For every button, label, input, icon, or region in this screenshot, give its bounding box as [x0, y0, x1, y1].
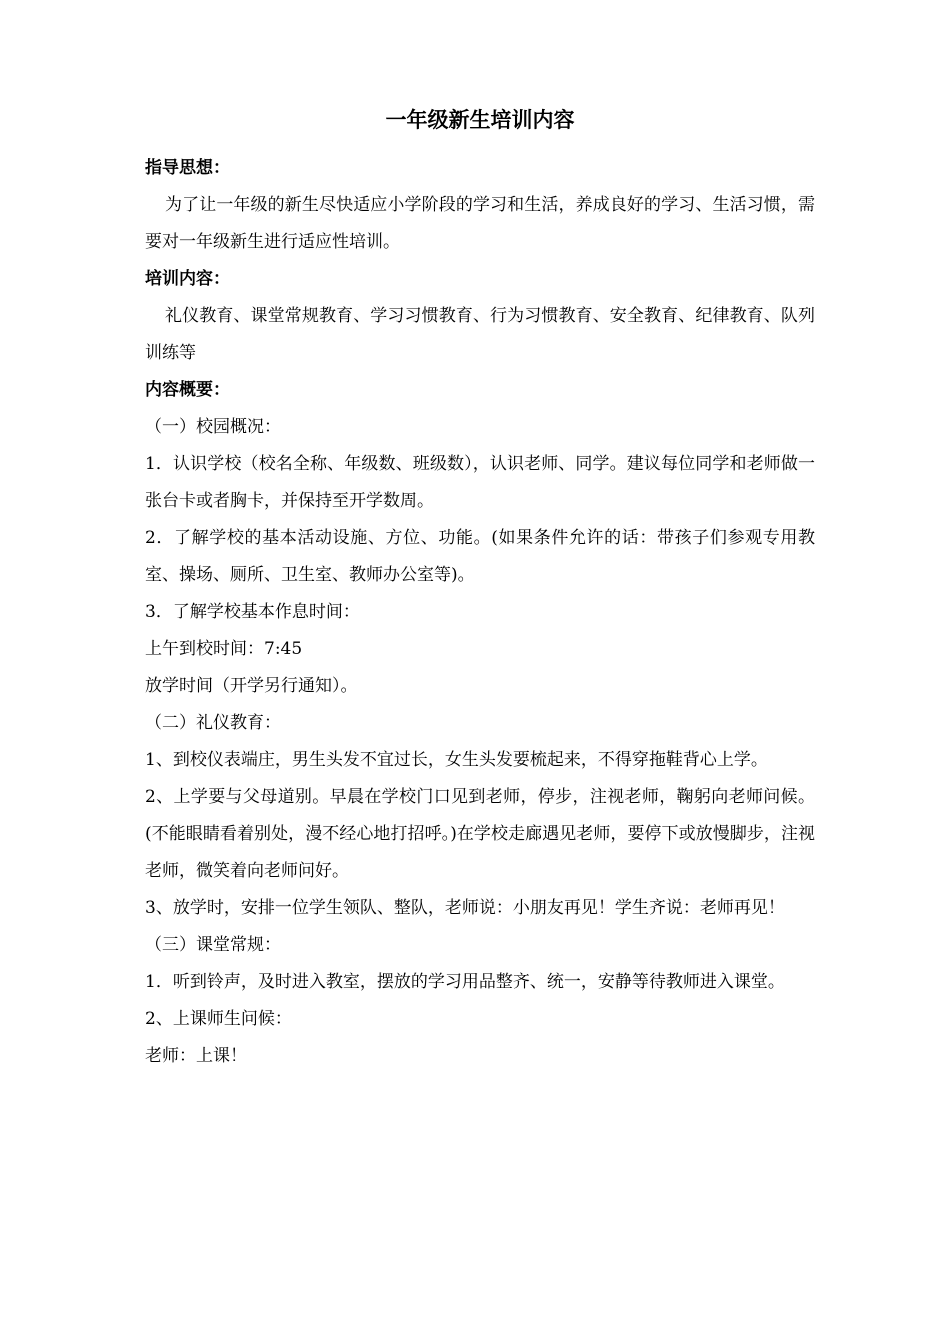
section-heading: 培训内容：: [145, 269, 230, 289]
paragraph: 1、到校仪表端庄，男生头发不宜过长，女生头发要梳起来，不得穿拖鞋背心上学。: [145, 750, 768, 770]
paragraph: 放学时间（开学另行通知）。: [145, 676, 358, 696]
paragraph: 3．了解学校基本作息时间：: [145, 602, 360, 622]
paragraph: 2、上学要与父母道别。早晨在学校门口见到老师，停步，注视老师，鞠躬向老师问候。(不能眼睛看着别处，漫不经心地打招呼。)在学校走廊遇见老师，要停下或放慢脚步，注视老师，微笑着向老师问好。: [145, 787, 815, 881]
document-page: [145, 104, 815, 1075]
document-body: [145, 150, 815, 1075]
paragraph: 老师：上课！: [145, 1046, 247, 1066]
paragraph: 1．听到铃声，及时进入教室，摆放的学习用品整齐、统一，安静等待教师进入课堂。: [145, 972, 785, 992]
section-heading: 指导思想：: [145, 158, 230, 178]
paragraph: （二）礼仪教育：: [145, 713, 281, 733]
section-heading: 内容概要：: [145, 380, 230, 400]
paragraph: 2．了解学校的基本活动设施、方位、功能。(如果条件允许的话：带孩子们参观专用教室、操场、厕所、卫生室、教师办公室等)。: [145, 528, 815, 585]
paragraph: 为了让一年级的新生尽快适应小学阶段的学习和生活，养成良好的学习、生活习惯，需要对一年级新生进行适应性培训。: [145, 195, 815, 252]
paragraph: 礼仪教育、课堂常规教育、学习习惯教育、行为习惯教育、安全教育、纪律教育、队列训练等: [145, 306, 815, 363]
paragraph: 上午到校时间：7:45: [145, 639, 303, 659]
paragraph: （一）校园概况：: [145, 417, 281, 437]
paragraph: 1．认识学校（校名全称、年级数、班级数），认识老师、同学。建议每位同学和老师做一张台卡或者胸卡，并保持至开学数周。: [145, 454, 815, 511]
paragraph: （三）课堂常规：: [145, 935, 281, 955]
paragraph: 2、上课师生问候：: [145, 1009, 292, 1029]
paragraph: 3、放学时，安排一位学生领队、整队，老师说：小朋友再见！学生齐说：老师再见！: [145, 898, 785, 918]
document-title: 一年级新生培训内容: [385, 108, 575, 132]
